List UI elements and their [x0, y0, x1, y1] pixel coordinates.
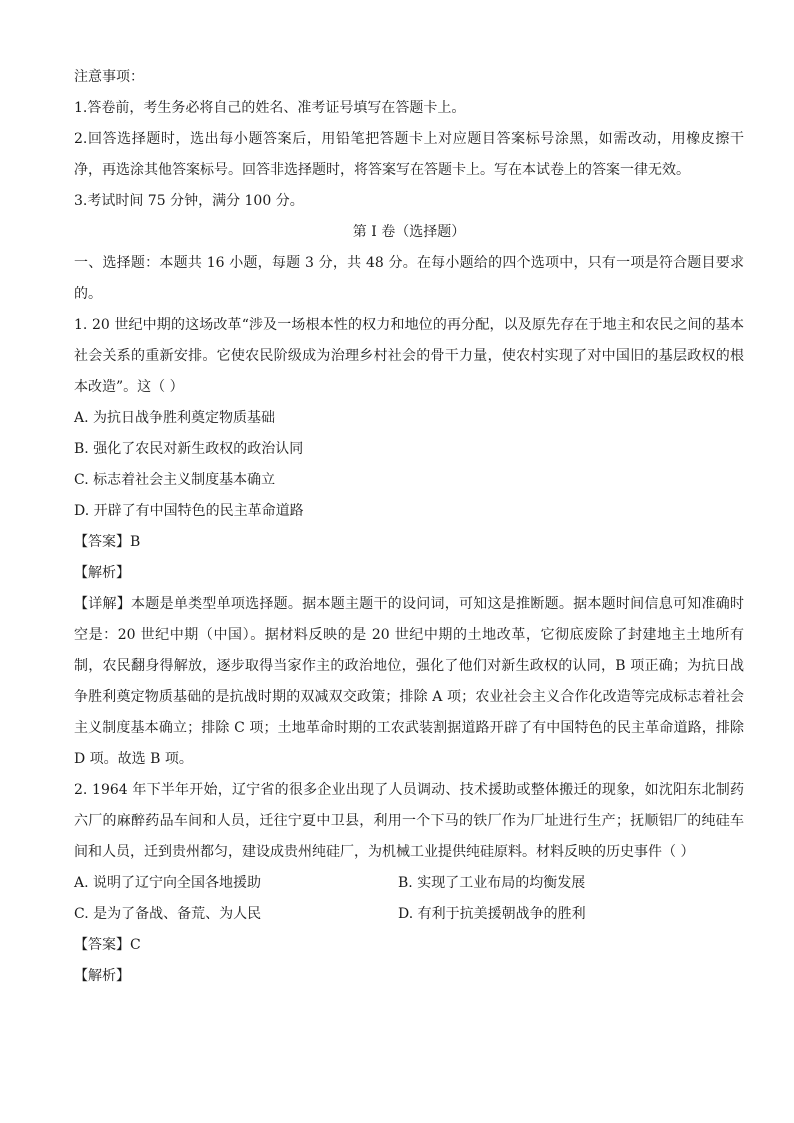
question-1-option-d: D. 开辟了有中国特色的民主革命道路: [74, 503, 304, 519]
part-intro: 一、选择题：本题共 16 小题，每题 3 分，共 48 分。在每小题给的四个选项中，只有一项是符合题目要求的。: [74, 255, 744, 302]
question-2-option-d: D. 有利于抗美援朝战争的胜利: [398, 906, 586, 922]
question-2-options-row-2: [74, 899, 744, 930]
question-2-analysis-label: 【解析】: [74, 968, 130, 984]
page-content: [74, 62, 744, 992]
question-2-option-c: C. 是为了备战、备荒、为人民: [74, 906, 262, 922]
answer-value: B: [130, 534, 141, 550]
detail-label: 【详解】: [74, 596, 132, 612]
question-2-answer: [74, 930, 744, 961]
question-1-stem: 1. 20 世纪中期的这场改革“涉及一场根本性的权力和地位的再分配，以及原先存在于地主和农民之间的基本社会关系的重新安排。它使农民阶级成为治理乡村社会的骨干力量，使农村实现了对中国旧的基层政权的根本改造”。这（ ）: [74, 317, 744, 395]
question-2-options-row-1: [74, 868, 744, 899]
question-1-answer: [74, 527, 744, 558]
notice-heading: 注意事项：: [74, 69, 144, 85]
question-2-stem: 2. 1964 年下半年开始，辽宁省的很多企业出现了人员调动、技术援助或整体搬迁的现象，如沈阳东北制药六厂的麻醉药品车间和人员，迁往宁夏中卫县，利用一个下马的铁厂作为厂址进行生产；抚顺铝厂的纯硅车间和人员，迁到贵州都匀，建设成贵州纯硅厂，为机械工业提供纯硅原料。材料反映的历史事件（ ）: [74, 782, 744, 860]
answer-value: C: [130, 937, 141, 953]
notice-item-2: 2.回答选择题时，选出每小题答案后，用铅笔把答题卡上对应题目答案标号涂黑，如需改动，用橡皮擦干净，再选涂其他答案标号。回答非选择题时，将答案写在答题卡上。写在本试卷上的答案一律无效。: [74, 131, 744, 178]
detail-text: 本题是单类型单项选择题。据本题主题干的设问词，可知这是推断题。据本题时间信息可知准确时空是：20 世纪中期（中国）。据材料反映的是 20 世纪中期的土地改革，它彻底废除了封建地主土地所有制，农民翻身得解放，逐步取得当家作主的政治地位，强化了他们对新生政权的认同，B 项正确；为抗日战争胜利奠定物质基础的是抗战时期的双减双交政策；排除 A 项；农业社会主义合作化改造等完成标志着社会主义制度基本确立；排除 C 项；土地革命时期的工农武装割据道路开辟了有中国特色的民主革命道路，排除 D 项。故选 B 项。: [74, 596, 745, 767]
question-1-option-c: C. 标志着社会主义制度基本确立: [74, 472, 276, 488]
question-1-option-a: A. 为抗日战争胜利奠定物质基础: [74, 410, 276, 426]
question-1-detail: [74, 589, 744, 775]
answer-label: 【答案】: [74, 937, 130, 953]
question-1-analysis-label: 【解析】: [74, 565, 130, 581]
section-title: 第 I 卷（选择题）: [352, 224, 466, 240]
notice-item-1: 1.答卷前，考生务必将自己的姓名、准考证号填写在答题卡上。: [74, 100, 466, 116]
question-2-option-a: A. 说明了辽宁向全国各地援助: [74, 875, 262, 891]
answer-label: 【答案】: [74, 534, 130, 550]
question-2-option-b: B. 实现了工业布局的均衡发展: [398, 875, 586, 891]
notice-item-3: 3.考试时间 75 分钟，满分 100 分。: [74, 193, 304, 209]
question-1-option-b: B. 强化了农民对新生政权的政治认同: [74, 441, 304, 457]
